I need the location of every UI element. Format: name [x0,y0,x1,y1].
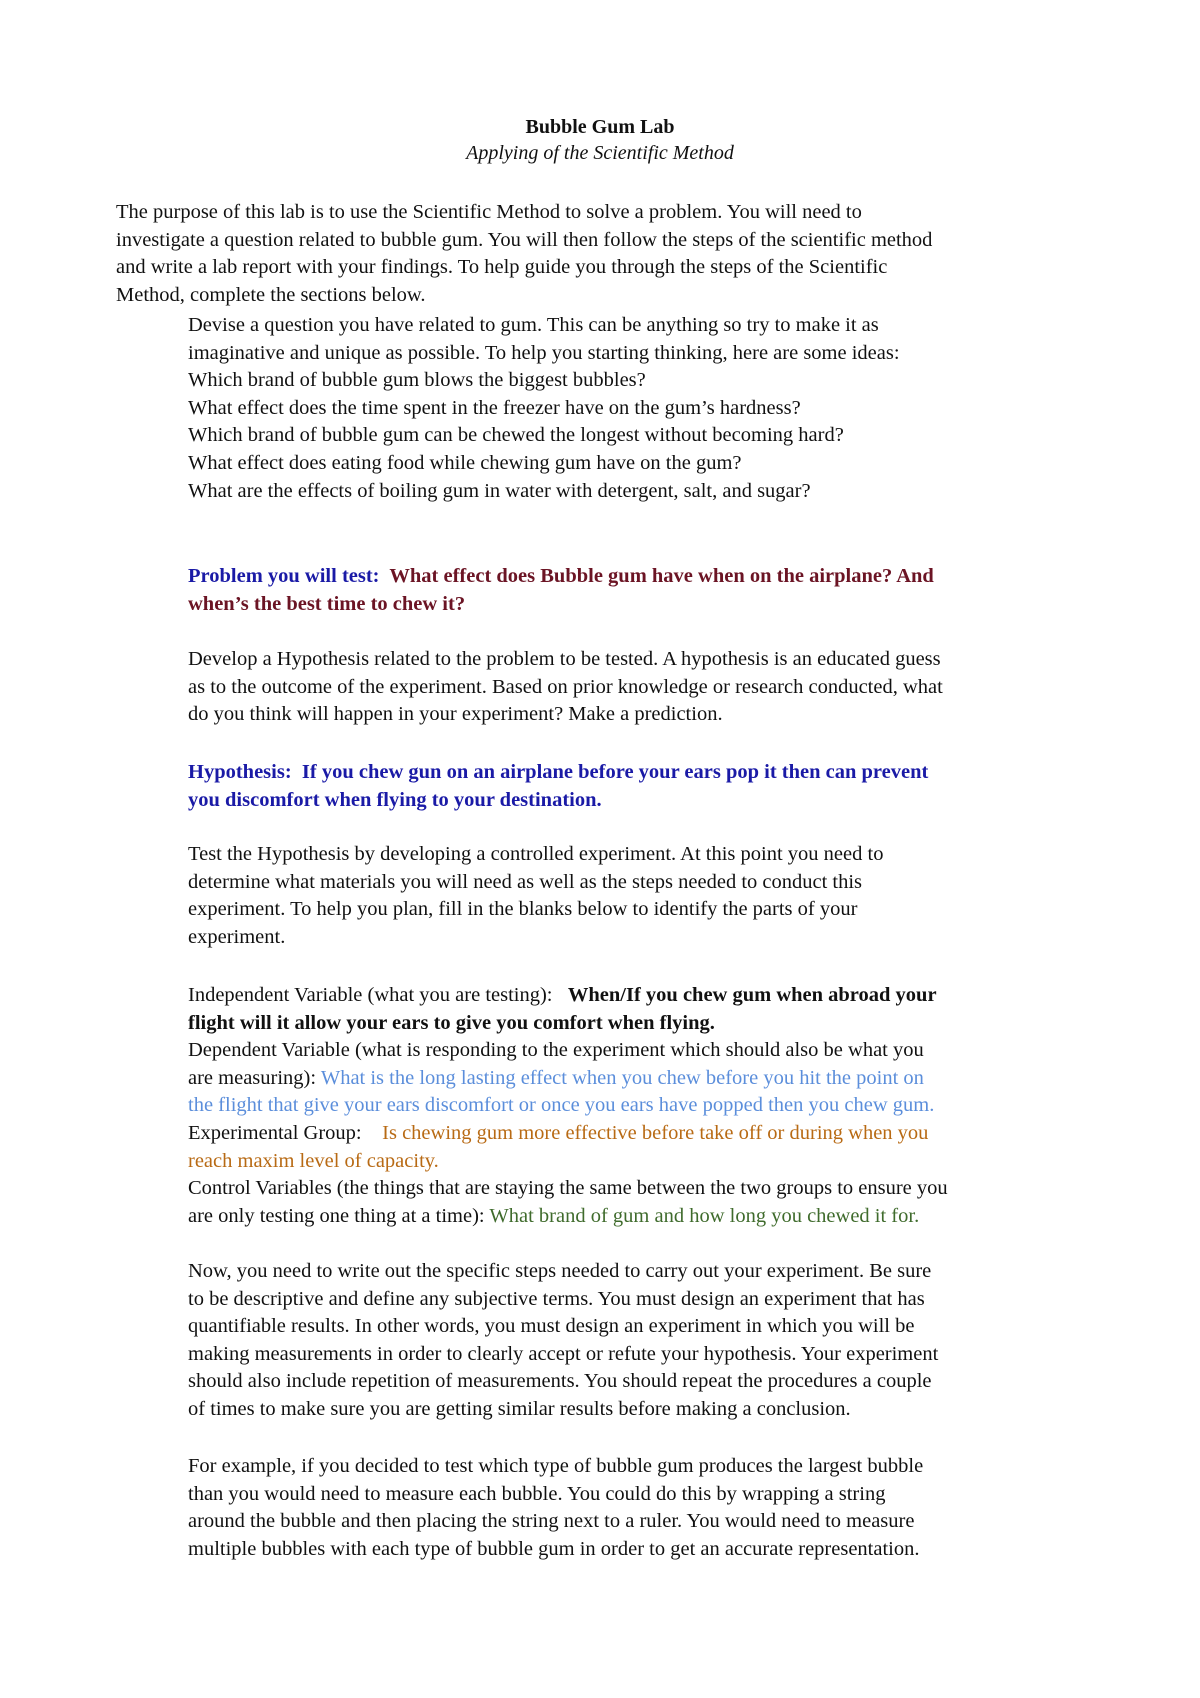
intro-line: The purpose of this lab is to use the Scientific Method to solve a problem. You will need to [116,201,862,223]
example-line: around the bubble and then placing the string next to a ruler. You would need to measure [188,1510,915,1533]
experimental-label: Experimental Group: [188,1121,362,1144]
intro-line: and write a lab report with your findings. To help guide you through the steps of the Scientific [116,256,888,279]
hypothesis-block [188,759,928,814]
test-paragraph [188,841,883,951]
steps-line: making measurements in order to clearly accept or refute your hypothesis. Your experiment [188,1342,939,1365]
independent-label: Independent Variable (what you are testing): [188,984,553,1006]
idea-line: What effect does eating food while chewing gum have on the gum? [188,451,742,474]
problem-answer-cont: when’s the best time to chew it? [188,592,466,615]
test-line: Test the Hypothesis by developing a controlled experiment. At this point you need to [188,843,884,865]
dependent-answer: What is the long lasting effect when you chew before you hit the point on [320,1066,924,1089]
steps-line: to be descriptive and define any subjective terms. You must design an experiment that has [188,1287,925,1310]
test-line: determine what materials you will need as well as the steps needed to conduct this [188,870,863,893]
hypothesis-answer: If you chew gun on an airplane before your ears pop it then can prevent [301,761,929,783]
example-line: than you would need to measure each bubble. You could do this by wrapping a string [188,1482,886,1505]
question-line: Devise a question you have related to gum. This can be anything so try to make it as [188,314,879,336]
document-header [0,114,1200,166]
hypothesis-answer-cont: you discomfort when flying to your destination. [188,788,602,811]
idea-line: Which brand of bubble gum can be chewed the longest without becoming hard? [188,424,844,447]
hypothesis-line: do you think will happen in your experiment? Make a prediction. [188,703,723,726]
problem-block [188,563,934,618]
problem-label: Problem you will test: [188,565,380,587]
idea-line: Which brand of bubble gum blows the biggest bubbles? [188,369,646,392]
document-title: Bubble Gum Lab [525,116,675,138]
hypothesis-statement [188,759,928,787]
experimental-answer: Is chewing gum more effective before take off or during when you [382,1121,929,1144]
intro-paragraph [116,199,932,309]
steps-line: of times to make sure you are getting similar results before making a conclusion. [188,1397,851,1420]
problem-answer: What effect does Bubble gum have when on the airplane? And [389,565,934,587]
experimental-group [188,1120,948,1148]
steps-line: Now, you need to write out the specific steps needed to carry out your experiment. Be sure [188,1260,932,1282]
control-variables [188,1203,948,1231]
independent-variable [188,982,948,1010]
hypothesis-label: Hypothesis: [188,761,292,783]
dependent-answer-cont: the flight that give your ears discomfort or once you ears have popped then you chew gum. [188,1094,935,1117]
dependent-variable [188,1065,948,1093]
problem-line [188,563,934,591]
intro-line: Method, complete the sections below. [116,283,426,306]
independent-answer: When/If you chew gum when abroad your [567,984,937,1006]
dependent-label: Dependent Variable (what is responding to the experiment which should also be what you [188,1039,924,1062]
test-line: experiment. To help you plan, fill in the blanks below to identify the parts of your [188,898,858,921]
example-line: For example, if you decided to test which type of bubble gum produces the largest bubble [188,1455,924,1477]
document-subtitle: Applying of the Scientific Method [466,142,734,164]
experimental-answer-cont: reach maxim level of capacity. [188,1149,439,1172]
test-line: experiment. [188,925,286,948]
idea-line: What effect does the time spent in the freezer have on the gum’s hardness? [188,396,801,419]
variables-block [188,982,948,1230]
intro-line: investigate a question related to bubble gum. You will then follow the steps of the scientific method [116,228,933,251]
independent-answer-cont: flight will it allow your ears to give you comfort when flying. [188,1011,715,1034]
example-line: multiple bubbles with each type of bubble gum in order to get an accurate representation. [188,1537,920,1560]
control-answer: What brand of gum and how long you chewed it for. [489,1204,920,1227]
question-paragraph [188,312,900,505]
steps-paragraph [188,1258,938,1424]
steps-line: quantifiable results. In other words, you must design an experiment in which you will be [188,1315,915,1338]
dependent-label-cont: are measuring): [188,1066,317,1089]
control-label-cont: are only testing one thing at a time): [188,1204,485,1227]
idea-line: What are the effects of boiling gum in water with detergent, salt, and sugar? [188,479,811,502]
hypothesis-line: as to the outcome of the experiment. Based on prior knowledge or research conducted, what [188,675,943,698]
question-line: imaginative and unique as possible. To help you starting thinking, here are some ideas: [188,341,900,364]
control-label: Control Variables (the things that are staying the same between the two groups to ensure you [188,1177,948,1200]
hypothesis-line: Develop a Hypothesis related to the problem to be tested. A hypothesis is an educated guess [188,648,941,670]
steps-line: should also include repetition of measurements. You should repeat the procedures a couple [188,1370,932,1393]
example-paragraph [188,1453,923,1563]
hypothesis-paragraph [188,646,943,729]
